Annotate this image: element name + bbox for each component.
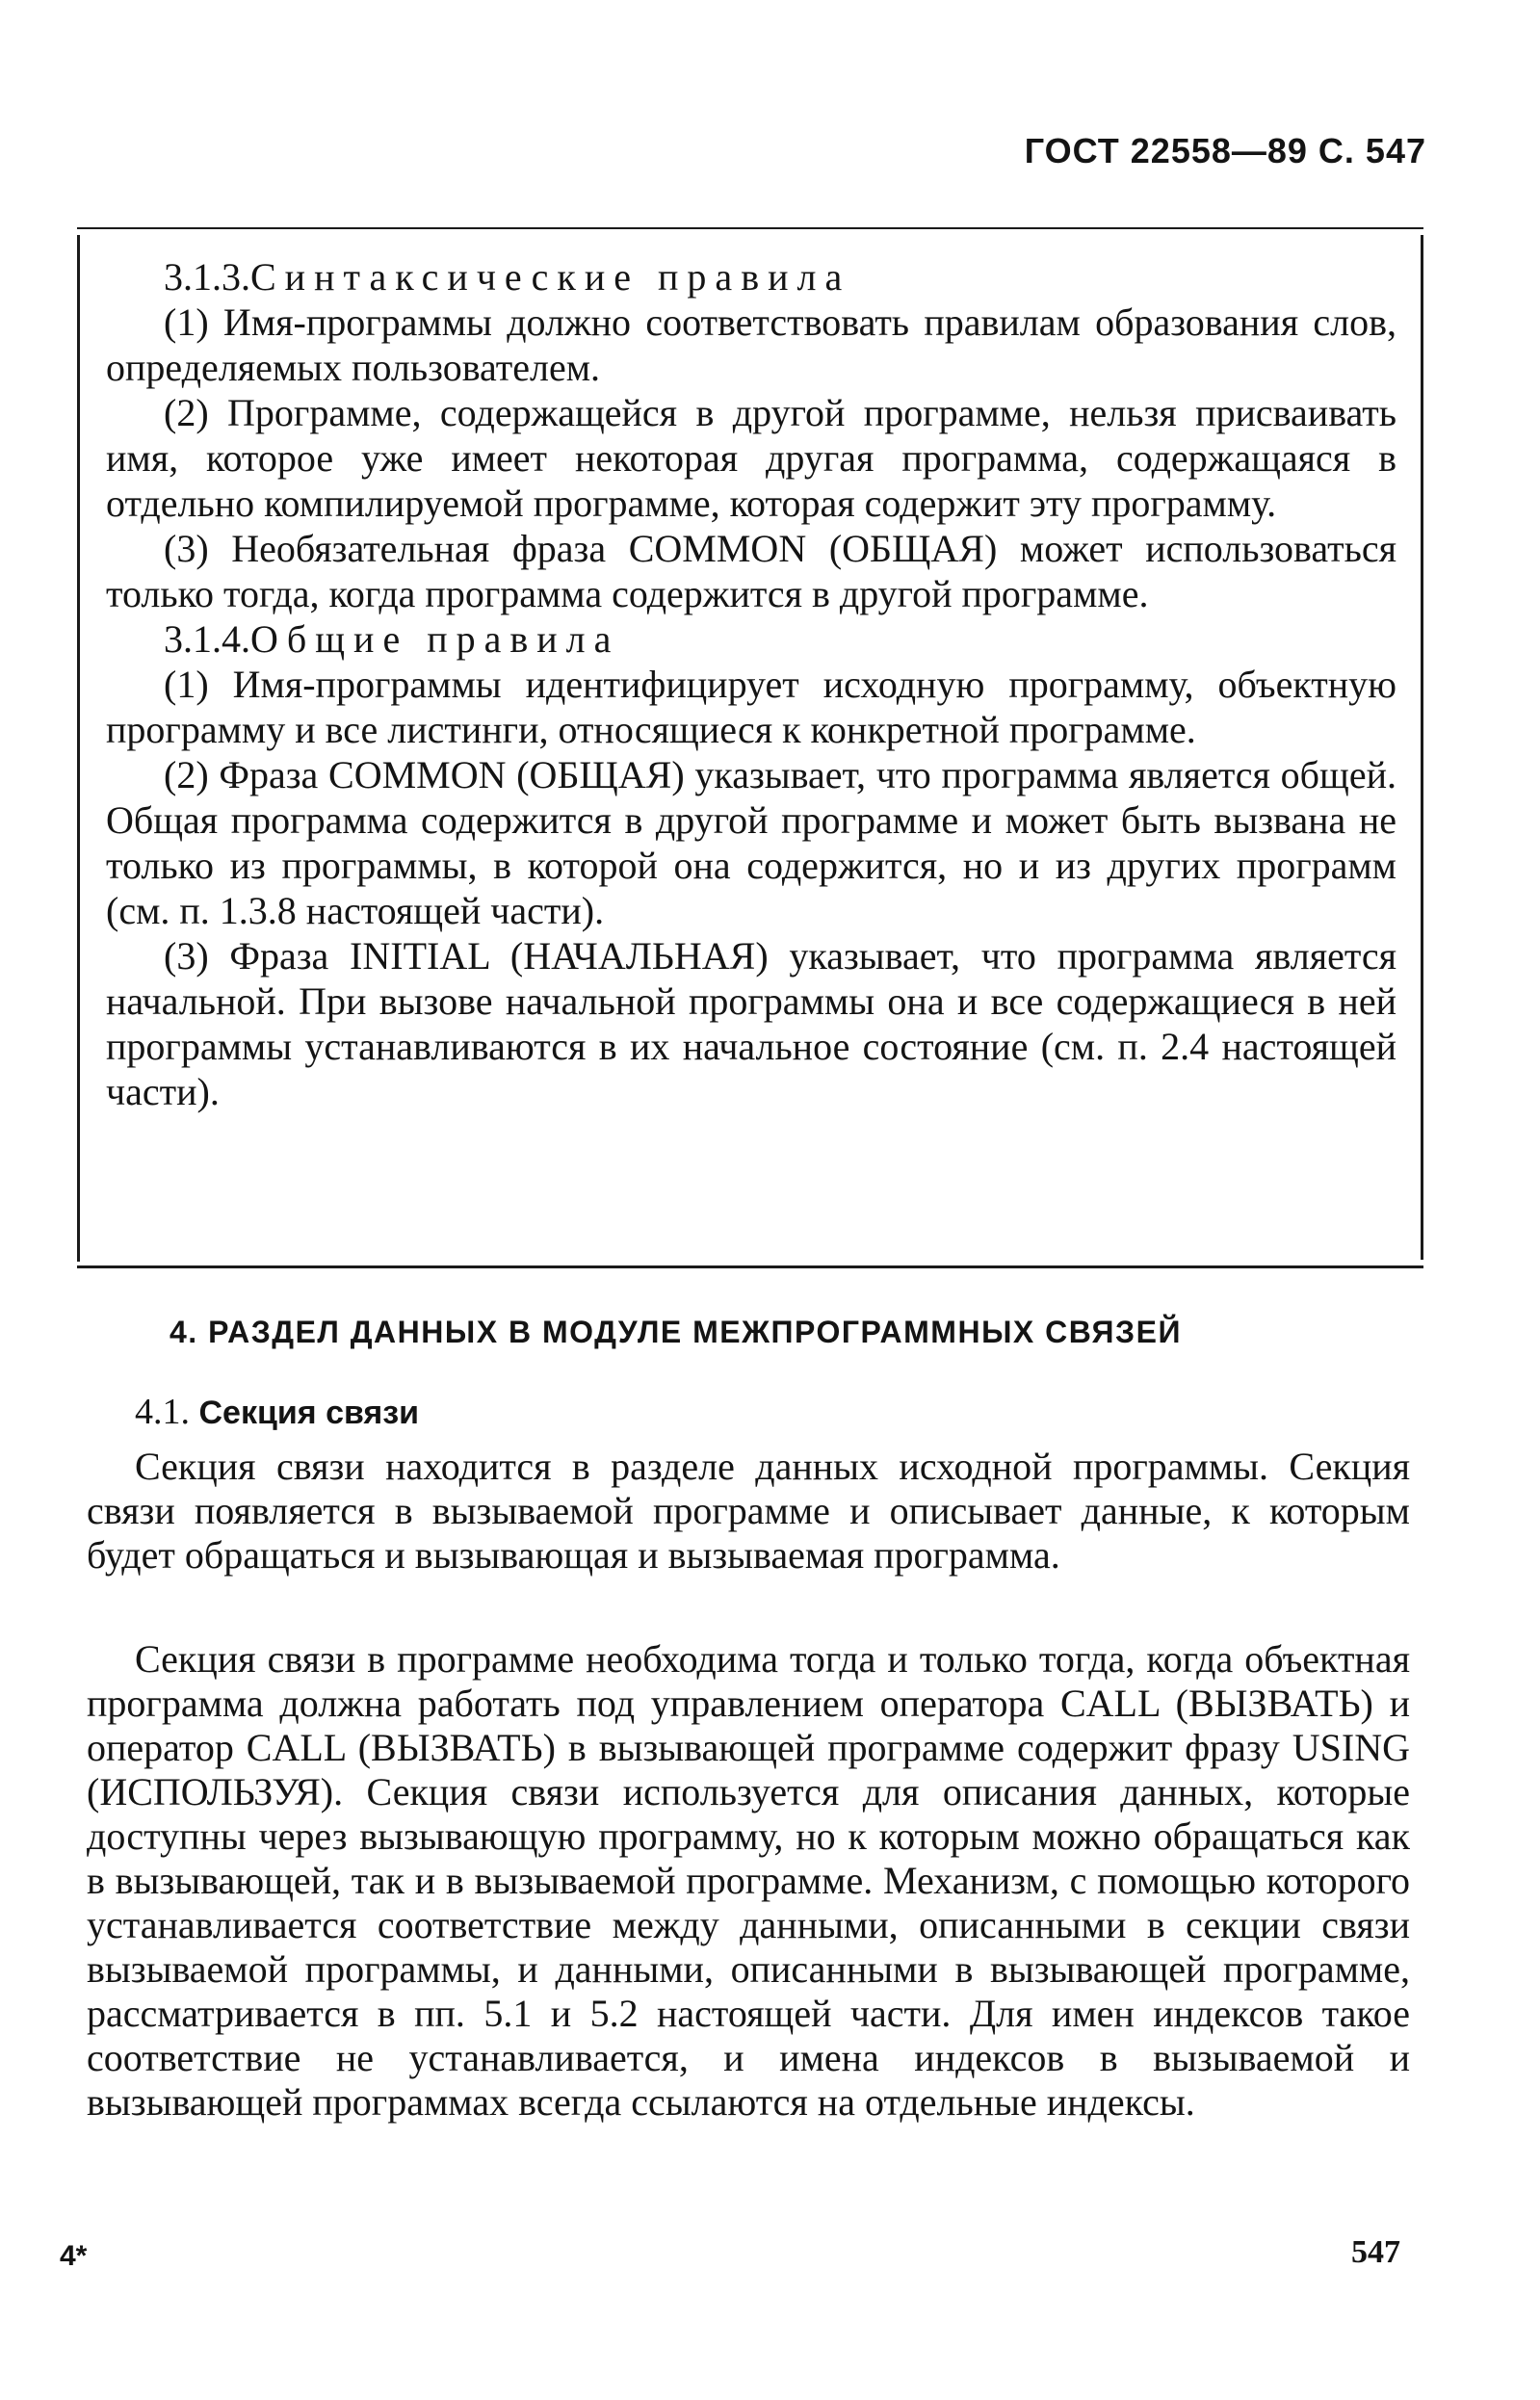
rule-paragraph: (1) Имя-программы должно соответствовать правилам образования слов, определяемых пользователем. [106,300,1396,389]
running-head: ГОСТ 22558—89 С. 547 [1024,131,1426,170]
boxed-rules-text [106,254,1396,1114]
printer-signature: 4* [60,2240,88,2272]
heading-3-1-4: 3.1.4.Общие правила [164,617,620,661]
rule-paragraph: (3) Фраза INITIAL (НАЧАЛЬНАЯ) указывает, что программа является начальной. При вызове начальной программы она и все содержащиеся в ней программы устанавливаются в их начальное состояние (см. п. 2.4 настоящей части). [106,934,1396,1113]
section-title: 4. РАЗДЕЛ ДАННЫХ В МОДУЛЕ МЕЖПРОГРАММНЫХ СВЯЗЕЙ [170,1315,1182,1349]
heading-3-1-3-text: Синтаксические правила [250,255,851,299]
page-number: 547 [1351,2234,1400,2270]
body-paragraph-2 [87,1637,1410,2125]
heading-3-1-3: 3.1.3.Синтаксические правила [164,255,851,299]
body-paragraph-1 [87,1445,1410,1578]
subsection-title [135,1391,419,1433]
heading-3-1-4-text: Общие правила [250,617,620,661]
body-paragraph-text: Секция связи находится в разделе данных исходной программы. Секция связи появляется в вызываемой программе и описывает данные, к которым будет обращаться и вызывающая и вызываемая программа. [87,1445,1410,1577]
rule-paragraph: (1) Имя-программы идентифицирует исходную программу, объектную программу и все листинги, относящиеся к конкретной программе. [106,663,1396,751]
subsection-number: 4.1. [135,1392,190,1432]
box-right-rule [1421,235,1423,1260]
rule-paragraph: (3) Необязательная фраза COMMON (ОБЩАЯ) может использоваться только тогда, когда программа содержится в другой программе. [106,527,1396,615]
body-paragraph-text: Секция связи в программе необходима тогда и только тогда, когда объектная программа должна работать под управлением оператора CALL (ВЫЗВАТЬ) и оператор CALL (ВЫЗВАТЬ) в вызывающей программе содержит фразу USING (ИСПОЛЬЗУЯ). Секция связи используется для описания данных, которые доступны через вызывающую программу, но к которым можно обращаться как в вызывающей, так и в вызываемой программе. Механизм, с помощью которого устанавливается соответствие между данными, описанными в секции связи вызываемой программы, и данными, описанными в вызывающей программе, рассматривается в пп. 5.1 и 5.2 настоящей части. Для имен индексов такое соответствие не устанавливается, и имена индексов в вызываемой и вызывающей программах всегда ссылаются на отдельные индексы. [87,1637,1410,2124]
boxed-rules-block [77,227,1423,1268]
subsection-heading: Секция связи [198,1395,420,1431]
rule-paragraph: (2) Программе, содержащейся в другой программе, нельзя присваивать имя, которое уже имеет некоторая другая программа, содержащаяся в отдельно компилируемой программе, которая содержит эту программу. [106,391,1396,525]
box-left-rule [77,235,80,1262]
rule-paragraph: (2) Фраза COMMON (ОБЩАЯ) указывает, что программа является общей. Общая программа содержится в другой программе и может быть вызвана не только из программы, в которой она содержится, но и из других программ (см. п. 1.3.8 настоящей части). [106,753,1396,932]
